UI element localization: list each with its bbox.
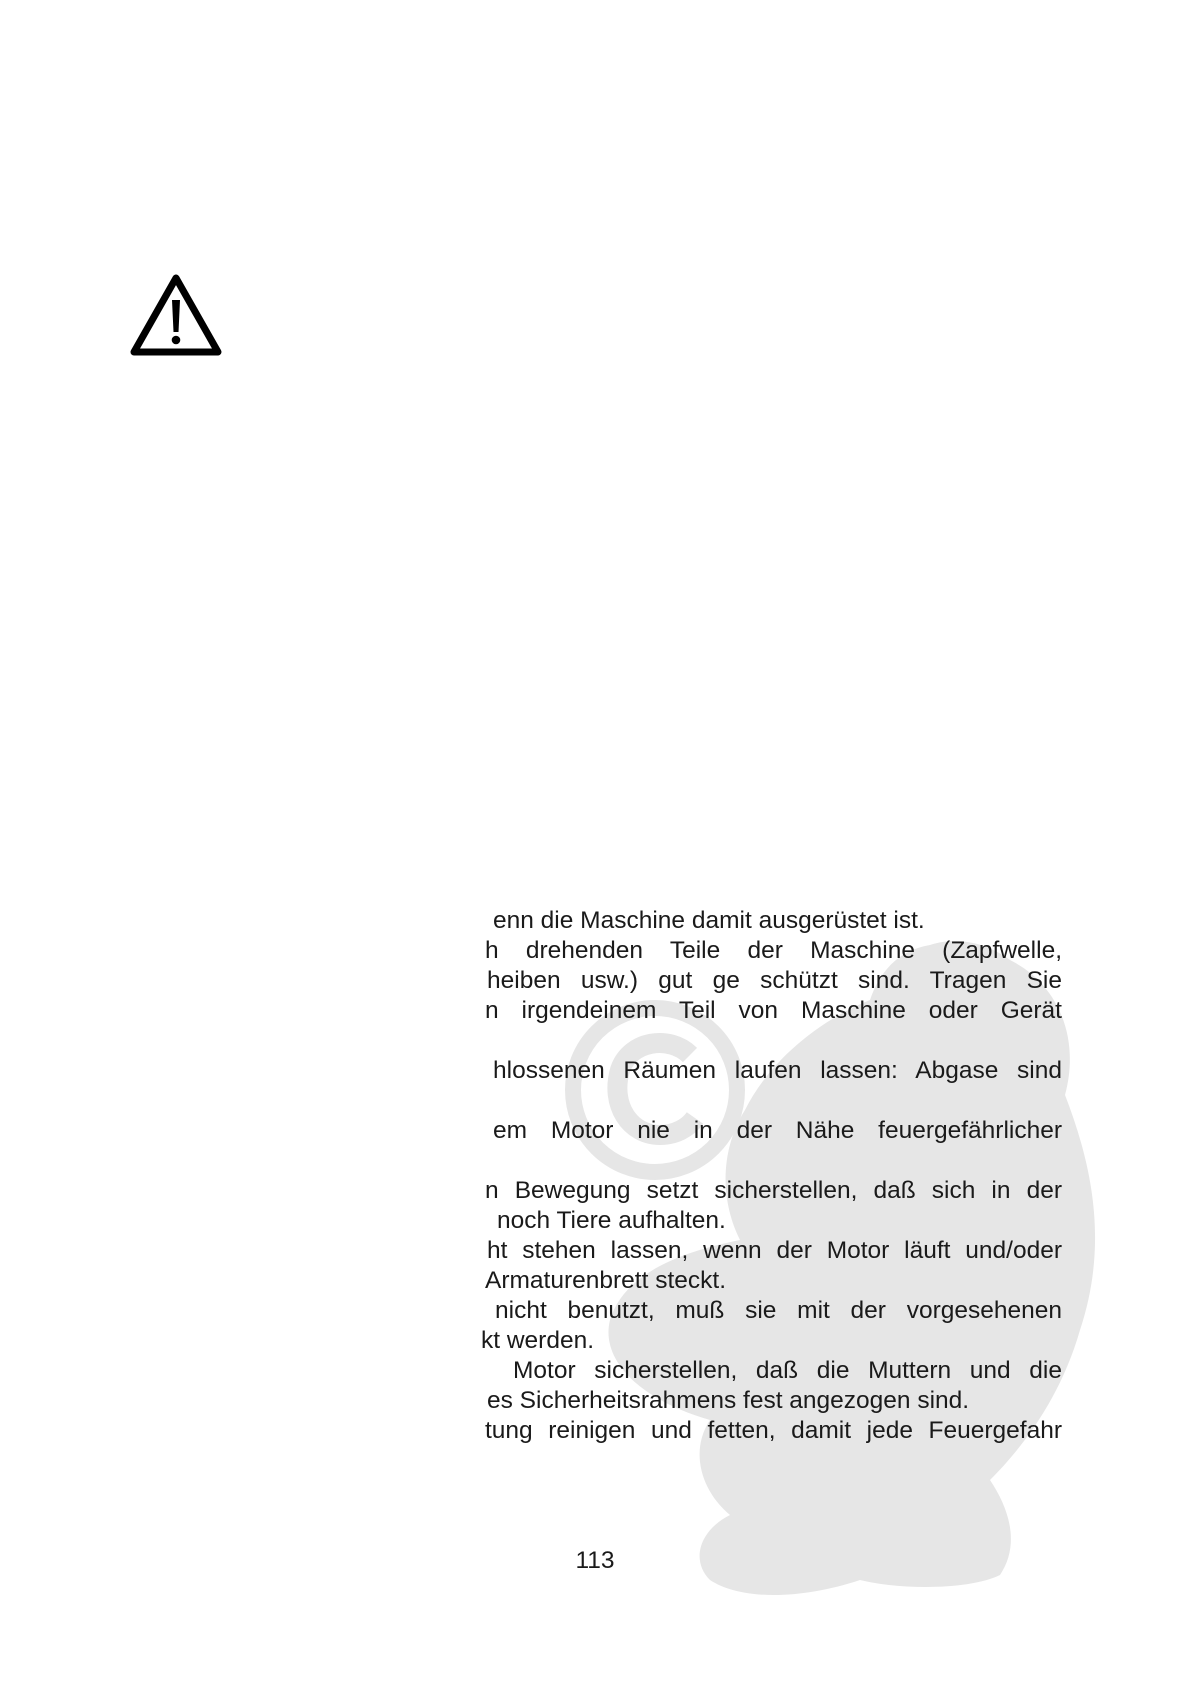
text-line: heiben usw.) gut ge schützt sind. Tragen Sie — [487, 967, 1062, 994]
text-line: em Motor nie in der Nähe feuergefährlicher — [493, 1117, 1062, 1144]
text-line: kt werden. — [481, 1327, 595, 1354]
text-line: hlossenen Räumen laufen lassen: Abgase sind — [493, 1057, 1062, 1084]
text-line: Armaturenbrett steckt. — [485, 1267, 727, 1294]
text-line: es Sicherheitsrahmens fest angezogen sind. — [487, 1387, 970, 1414]
text-line: n Bewegung setzt sicherstellen, daß sich in der — [485, 1177, 1062, 1204]
text-line: noch Tiere aufhalten. — [497, 1207, 726, 1234]
page-number: 113 — [575, 1547, 615, 1574]
text-line: tung reinigen und fetten, damit jede Feuergefahr — [485, 1417, 1062, 1444]
text-line: enn die Maschine damit ausgerüstet ist. — [493, 907, 925, 934]
text-line: n irgendeinem Teil von Maschine oder Gerät — [485, 997, 1062, 1024]
text-line: h drehenden Teile der Maschine (Zapfwelle, — [485, 937, 1062, 964]
text-line: ht stehen lassen, wenn der Motor läuft und/oder — [487, 1237, 1062, 1264]
text-line: nicht benutzt, muß sie mit der vorgesehenen — [495, 1297, 1062, 1324]
text-line: Motor sicherstellen, daß die Muttern und die — [513, 1357, 1062, 1384]
